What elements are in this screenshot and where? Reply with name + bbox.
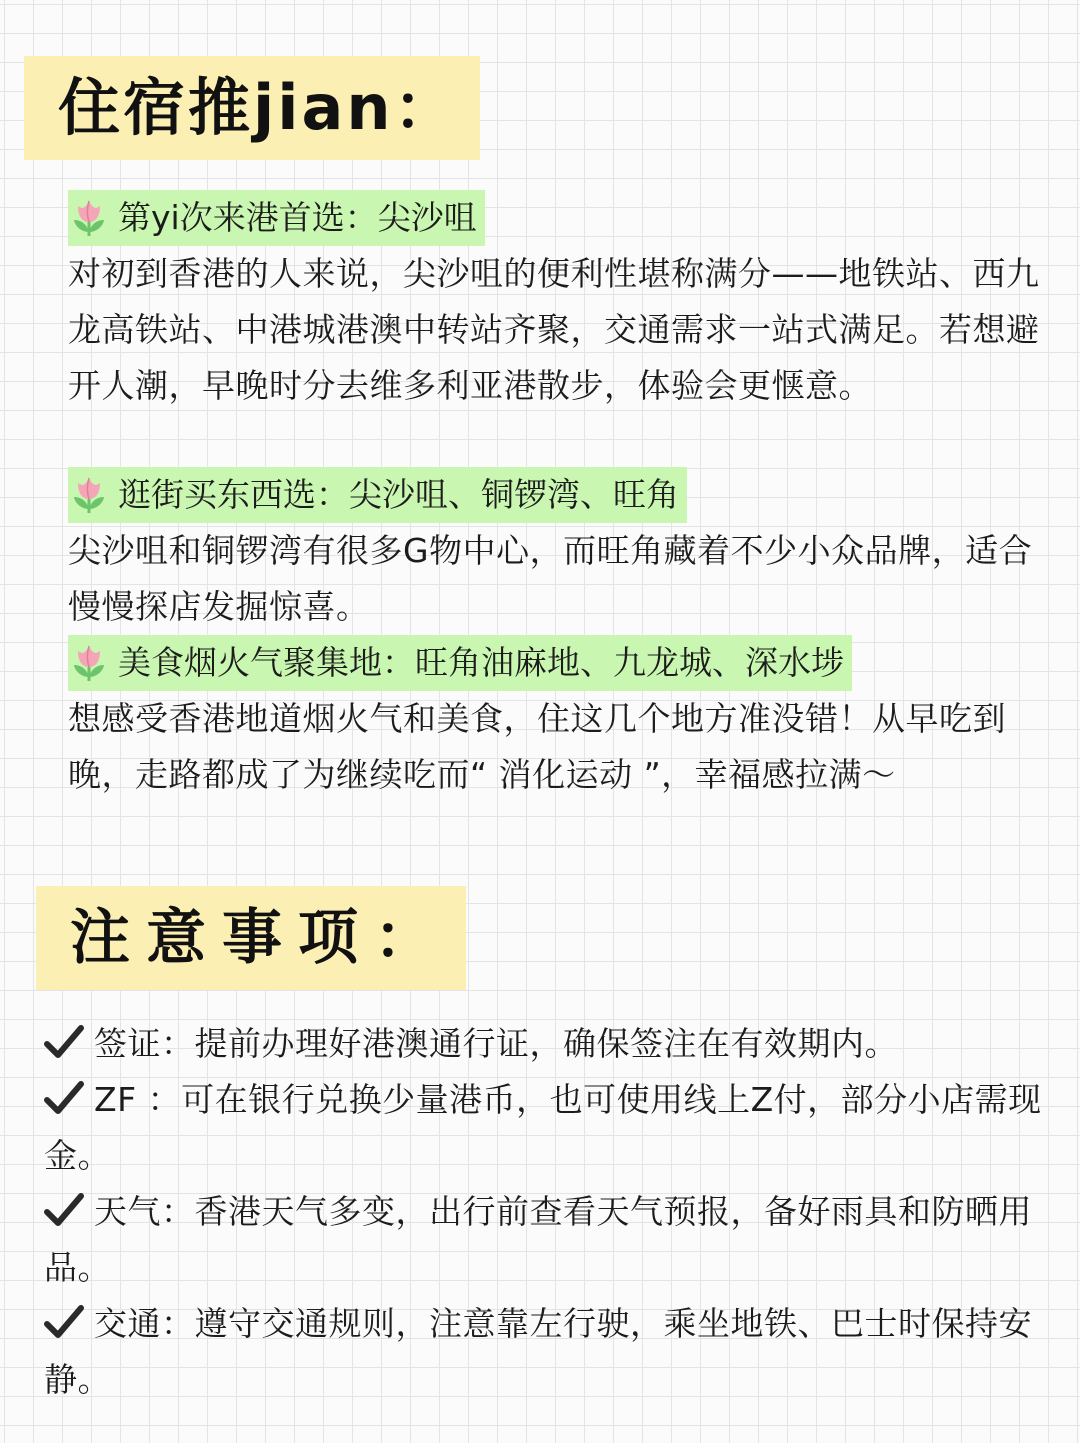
- recommendation-heading: [68, 467, 687, 523]
- note-text: 天气：香港天气多变，出行前查看天气预报，备好雨具和防晒用品。: [44, 1192, 1032, 1287]
- checkmark-icon: [44, 1024, 84, 1060]
- note-item: [44, 1016, 1044, 1072]
- tulip-icon: [70, 641, 108, 683]
- notes-title: 注意事项：: [36, 886, 466, 990]
- notes-list: [44, 1016, 1044, 1408]
- recommendation-body: 想感受香港地道烟火气和美食，住这几个地方准没错！从早吃到晚，走路都成了为继续吃而“ 消化运动 ”，幸福感拉满～: [68, 699, 1006, 794]
- checkmark-icon: [44, 1080, 84, 1116]
- tulip-icon: [70, 473, 108, 515]
- recommendation-heading-text: 逛街买东西选：尖沙咀、铜锣湾、旺角: [118, 475, 679, 514]
- note-item: [44, 1184, 1044, 1296]
- accommodation-title: 住宿推jian：: [24, 56, 480, 160]
- recommendation-item: [68, 190, 1048, 414]
- recommendation-item: [68, 635, 1048, 803]
- recommendation-heading-text: 美食烟火气聚集地：旺角油麻地、九龙城、深水埗: [118, 643, 844, 682]
- checkmark-icon: [44, 1304, 84, 1340]
- recommendation-heading: [68, 635, 852, 691]
- note-item: [44, 1072, 1044, 1184]
- recommendation-item: [68, 467, 1048, 635]
- recommendation-heading: [68, 190, 485, 246]
- recommendation-heading-text: 第yi次来港首选：尖沙咀: [118, 198, 477, 237]
- checkmark-icon: [44, 1192, 84, 1228]
- note-text: 签证：提前办理好港澳通行证，确保签注在有效期内。: [94, 1024, 898, 1063]
- recommendation-body: 对初到香港的人来说，尖沙咀的便利性堪称满分——地铁站、西九龙高铁站、中港城港澳中转站齐聚，交通需求一站式满足。若想避开人潮，早晚时分去维多利亚港散步，体验会更惬意。: [68, 254, 1040, 405]
- note-text: 交通：遵守交通规则，注意靠左行驶，乘坐地铁、巴士时保持安静。: [44, 1304, 1032, 1399]
- tulip-icon: [70, 196, 108, 238]
- note-text: ZF ：可在银行兑换少量港币，也可使用线上Z付，部分小店需现金。: [44, 1080, 1042, 1175]
- note-item: [44, 1296, 1044, 1408]
- recommendation-body: 尖沙咀和铜锣湾有很多G物中心，而旺角藏着不少小众品牌，适合慢慢探店发掘惊喜。: [68, 531, 1033, 626]
